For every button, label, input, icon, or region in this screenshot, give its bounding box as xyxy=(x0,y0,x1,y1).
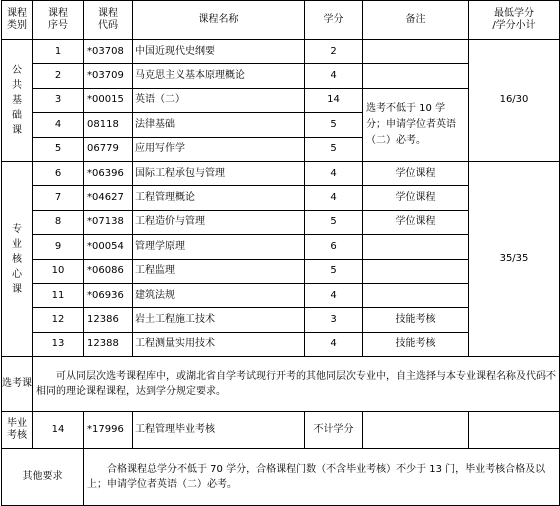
course-seq: 12 xyxy=(33,308,84,332)
course-note: 学位课程 xyxy=(363,186,469,210)
course-note xyxy=(363,283,469,307)
elective-label: 选考课 xyxy=(2,357,33,412)
category-label xyxy=(2,161,33,356)
course-code: *04627 xyxy=(84,186,133,210)
course-name: 工程管理概论 xyxy=(133,186,305,210)
course-note xyxy=(363,40,469,64)
course-credit: 2 xyxy=(305,40,363,64)
course-note: 技能考核 xyxy=(363,308,469,332)
course-credit: 4 xyxy=(305,64,363,88)
graduation-seq: 14 xyxy=(33,412,84,449)
course-credit: 4 xyxy=(305,332,363,356)
course-code: 08118 xyxy=(84,113,133,137)
graduation-note xyxy=(363,412,469,449)
graduation-label-line: 考核 xyxy=(7,430,27,442)
course-note: 学位课程 xyxy=(363,161,469,185)
course-name: 工程测量实用技术 xyxy=(133,332,305,356)
course-name: 马克思主义基本原理概论 xyxy=(133,64,305,88)
course-seq: 11 xyxy=(33,283,84,307)
course-seq: 6 xyxy=(33,161,84,185)
course-name: 管理学原理 xyxy=(133,235,305,259)
graduation-label xyxy=(2,412,33,449)
category-label-char: 心 xyxy=(12,268,22,280)
public-min-credit: 16/30 xyxy=(469,40,560,162)
category-label-char: 共 xyxy=(12,79,22,91)
course-credit: 5 xyxy=(305,210,363,234)
course-note: 学位课程 xyxy=(363,210,469,234)
course-name: 建筑法规 xyxy=(133,283,305,307)
course-code: *06396 xyxy=(84,161,133,185)
category-label-char: 基 xyxy=(12,94,22,106)
course-credit: 4 xyxy=(305,186,363,210)
header-min-credit: 最低学分 /学分小计 xyxy=(469,1,560,40)
course-code: *06936 xyxy=(84,283,133,307)
other-requirements-row xyxy=(2,449,560,506)
course-code: *00054 xyxy=(84,235,133,259)
curriculum-table xyxy=(1,0,560,506)
header-note: 备注 xyxy=(363,1,469,40)
course-seq: 7 xyxy=(33,186,84,210)
course-row xyxy=(2,40,560,64)
course-seq: 5 xyxy=(33,137,84,161)
course-name: 英语（二） xyxy=(133,88,305,112)
course-name: 中国近现代史纲要 xyxy=(133,40,305,64)
course-seq: 8 xyxy=(33,210,84,234)
course-name: 国际工程承包与管理 xyxy=(133,161,305,185)
course-credit: 3 xyxy=(305,308,363,332)
course-seq: 13 xyxy=(33,332,84,356)
other-text-body: 合格课程总学分不低于 70 学分，合格课程门数（不含毕业考核）不少于 13 门，毕业考核合格及以上；申请学位者英语（二）必考。 xyxy=(87,464,546,491)
course-credit: 5 xyxy=(305,259,363,283)
category-label-char: 公 xyxy=(12,64,22,76)
course-code: *06086 xyxy=(84,259,133,283)
category-label-char: 核 xyxy=(12,253,22,265)
course-code: 06779 xyxy=(84,137,133,161)
course-credit: 4 xyxy=(305,283,363,307)
header-name: 课程名称 xyxy=(133,1,305,40)
graduation-label-line: 毕业 xyxy=(7,418,27,430)
course-row xyxy=(2,161,560,185)
elective-row xyxy=(2,357,560,412)
graduation-min-credit xyxy=(469,412,560,449)
header-code: 课程 代码 xyxy=(84,1,133,40)
header-category: 课程 类别 xyxy=(2,1,33,40)
course-seq: 9 xyxy=(33,235,84,259)
other-text xyxy=(84,449,560,506)
course-name: 应用写作学 xyxy=(133,137,305,161)
category-label-char: 课 xyxy=(12,283,22,295)
course-credit: 5 xyxy=(305,113,363,137)
course-note xyxy=(363,259,469,283)
graduation-credit: 不计学分 xyxy=(305,412,363,449)
course-note xyxy=(363,64,469,88)
header-seq: 课程 序号 xyxy=(33,1,84,40)
course-code: 12386 xyxy=(84,308,133,332)
course-seq: 10 xyxy=(33,259,84,283)
elective-text-body: 可从同层次选考课程库中，或湖北省自学考试现行开考的其他同层次专业中，自主选择与本专业课程名称及代码不相同的理论课程课程，达到学分规定要求。 xyxy=(36,371,556,398)
course-credit: 5 xyxy=(305,137,363,161)
other-label: 其他要求 xyxy=(2,449,84,506)
elective-text xyxy=(33,357,560,412)
core-min-credit: 35/35 xyxy=(469,161,560,356)
course-seq: 3 xyxy=(33,88,84,112)
course-note xyxy=(363,235,469,259)
header-row xyxy=(2,1,560,40)
course-code: *07138 xyxy=(84,210,133,234)
course-code: *00015 xyxy=(84,88,133,112)
graduation-name: 工程管理毕业考核 xyxy=(133,412,305,449)
category-label xyxy=(2,40,33,162)
course-seq: 1 xyxy=(33,40,84,64)
header-credit: 学分 xyxy=(305,1,363,40)
course-seq: 2 xyxy=(33,64,84,88)
graduation-code: *17996 xyxy=(84,412,133,449)
course-seq: 4 xyxy=(33,113,84,137)
public-note: 选考不低于 10 学分；申请学位者英语（二）必考。 xyxy=(363,88,469,161)
course-name: 法律基础 xyxy=(133,113,305,137)
category-label-char: 础 xyxy=(12,109,22,121)
course-credit: 4 xyxy=(305,161,363,185)
course-code: *03709 xyxy=(84,64,133,88)
course-code: *03708 xyxy=(84,40,133,64)
course-name: 岩土工程施工技术 xyxy=(133,308,305,332)
graduation-row xyxy=(2,412,560,449)
course-note: 技能考核 xyxy=(363,332,469,356)
course-code: 12388 xyxy=(84,332,133,356)
course-credit: 6 xyxy=(305,235,363,259)
course-name: 工程监理 xyxy=(133,259,305,283)
category-label-char: 课 xyxy=(12,124,22,136)
course-name: 工程造价与管理 xyxy=(133,210,305,234)
category-label-char: 专 xyxy=(12,223,22,235)
category-label-char: 业 xyxy=(12,238,22,250)
course-credit: 14 xyxy=(305,88,363,112)
